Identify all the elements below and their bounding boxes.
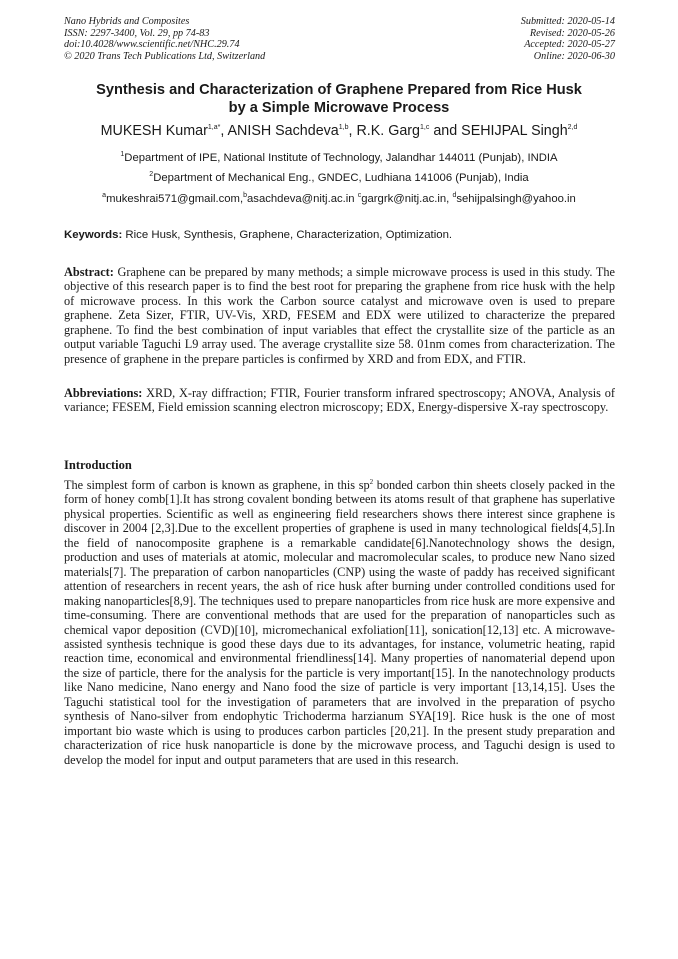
abbreviations-label: Abbreviations: (64, 386, 143, 400)
date-accepted: Accepted: 2020-05-27 (524, 39, 615, 51)
intro-text-rest: bonded carbon thin sheets closely packed in the form of honey comb[1].It has strong covalent bonding between its atoms result of that graphene has superlative physical properties. Scientific as well as engineering field researchers shows there interest since graphene is discover in 2004 [2,3].Due to the excellent properties of graphene is used in many technological fields[4,5].In the field of nanocomposite graphene is a remarkable candidate[6].Nanotechnology shows the design, production and uses of materials at atomic, molecular and macromolecular scales, to produce new Nano sized materials[7]. The preparation of carbon nanoparticles (CNP) using the waste of paddy has received significant attention of researchers in recent years, the ash of rice husk after burning under controlled conditions used for making nanoparticles[8,9]. The techniques used to prepare nanoparticles from rice husk are more expensive and time-consuming. There are conventional methods that are used for the preparation of nanoparticles such as chemical vapor deposition (CVD)[10], micromechanical exfoliation[11], sonication[12,13] etc. A microwave-assisted synthesis technique is good these days due to its advantages, for instance, volumetric heating, rapid reaction time, economical and environmental friendliness[14]. Many properties of nanomaterial depend upon the size of particle, there for the analysis for the particle is very important[15]. In the nanotechnology products like Nano medicine, Nano energy and Nano food the size of particle is very important [13,14,15]. Uses the Taguchi statistical tool for the investigation of parameters that are involved in the preparation of psycho synthesis of Nano-silver from endophytic Trichoderma harzianum SYA[19]. Rice husk is the one of most important bio waste which is using to produces carbon particles [20,21]. In the present study preparation and characterization of rice husk nanoparticle is done by the microwave process, and Taguchi design is used to develop the model for input and output parameters that are used in this research. (64, 478, 615, 767)
abstract (64, 265, 615, 366)
date-revised: Revised: 2020-05-26 (529, 27, 615, 39)
affiliation-marker: 2 (149, 171, 154, 179)
email-link[interactable]: asachdeva@nitj.ac.in (247, 193, 358, 205)
abstract-label: Abstract: (64, 265, 114, 279)
title-line-2: by a Simple Microwave Process (228, 100, 450, 116)
email-link[interactable]: gargrk@nitj.ac.in, (361, 193, 453, 205)
title-line-1: Synthesis and Characterization of Graphene Prepared from Rice Husk (96, 82, 582, 98)
intro-text-start: The simplest form of carbon is known as graphene, in this sp (64, 478, 370, 492)
abstract-text: Graphene can be prepared by many methods; a simple microwave process is used in this study. The objective of this research paper is to find the best root for preparing the graphene from rice husk with the help of microwave process. In this work the Carbon source catalyst and microwave oven is used to prepare graphene. Zeta Sizer, FTIR, UV-Vis, XRD, FESEM and EDX were utilized to characterize the prepared graphene. To find the best combination of input variables that effect the crystallite size of the particle as an output variable Taguchi L9 array used. The average crystallite size 58. 01nm comes from characterization. The presence of graphene in the prepare particles is confirmed by XRD and from EDX, and FTIR. (64, 265, 615, 366)
abbreviations-text: XRD, X-ray diffraction; FTIR, Fourier transform infrared spectroscopy; ANOVA, Analysis of variance; FESEM, Field emission scanning electron microscopy; EDX, Energy-dispersive X-ray spectroscopy. (64, 386, 615, 415)
email-link[interactable]: sehijpalsingh@yahoo.in (456, 193, 576, 205)
keywords-text: Rice Husk, Synthesis, Graphene, Characterization, Optimization. (122, 229, 453, 241)
email-list (20, 193, 658, 205)
email-link[interactable]: mukeshrai571@gmail.com, (106, 193, 244, 205)
journal-header (64, 16, 265, 62)
author-affiliation-marker: 1,c (420, 124, 430, 132)
journal-copyright: © 2020 Trans Tech Publications Ltd, Switzerland (64, 50, 266, 62)
journal-name: Nano Hybrids and Composites (64, 16, 190, 27)
author-name: ANISH Sachdeva (227, 123, 339, 139)
author-name: R.K. Garg (356, 123, 420, 139)
email-marker: d (452, 192, 457, 200)
affiliation-text: Department of IPE, National Institute of Technology, Jalandhar 144011 (Punjab), INDIA (124, 152, 558, 164)
author-affiliation-marker: 2,d (567, 124, 578, 132)
author-name: MUKESH Kumar (100, 123, 208, 139)
keywords-label: Keywords: (64, 229, 123, 241)
affiliation-2 (20, 172, 658, 184)
affiliation-1 (20, 152, 658, 164)
email-marker: b (243, 192, 248, 200)
author-separator: , (348, 123, 357, 139)
author-affiliation-marker: 1,b (338, 124, 349, 132)
date-submitted: Submitted: 2020-05-14 (520, 16, 615, 27)
author-name: SEHIJPAL Singh (461, 123, 568, 139)
affiliation-marker: 1 (120, 151, 125, 159)
author-separator: and (429, 123, 462, 139)
introduction-paragraph (64, 478, 615, 767)
email-marker: a (102, 192, 107, 200)
paper-title (40, 81, 638, 117)
author-list (20, 123, 658, 139)
journal-issn: ISSN: 2297-3400, Vol. 29, pp 74-83 (64, 27, 210, 39)
intro-superscript: 2 (369, 477, 374, 486)
affiliation-text: Department of Mechanical Eng., GNDEC, Ludhiana 141006 (Punjab), India (153, 172, 529, 184)
keywords (64, 229, 616, 241)
section-heading-introduction: Introduction (64, 458, 132, 472)
journal-doi: doi:10.4028/www.scientific.net/NHC.29.74 (64, 39, 240, 51)
abbreviations (64, 386, 615, 415)
author-separator: , (220, 123, 228, 139)
email-marker: c (357, 192, 362, 200)
submission-dates (521, 16, 615, 62)
author-affiliation-marker: 1,a* (207, 124, 221, 132)
date-online: Online: 2020-06-30 (533, 50, 615, 62)
